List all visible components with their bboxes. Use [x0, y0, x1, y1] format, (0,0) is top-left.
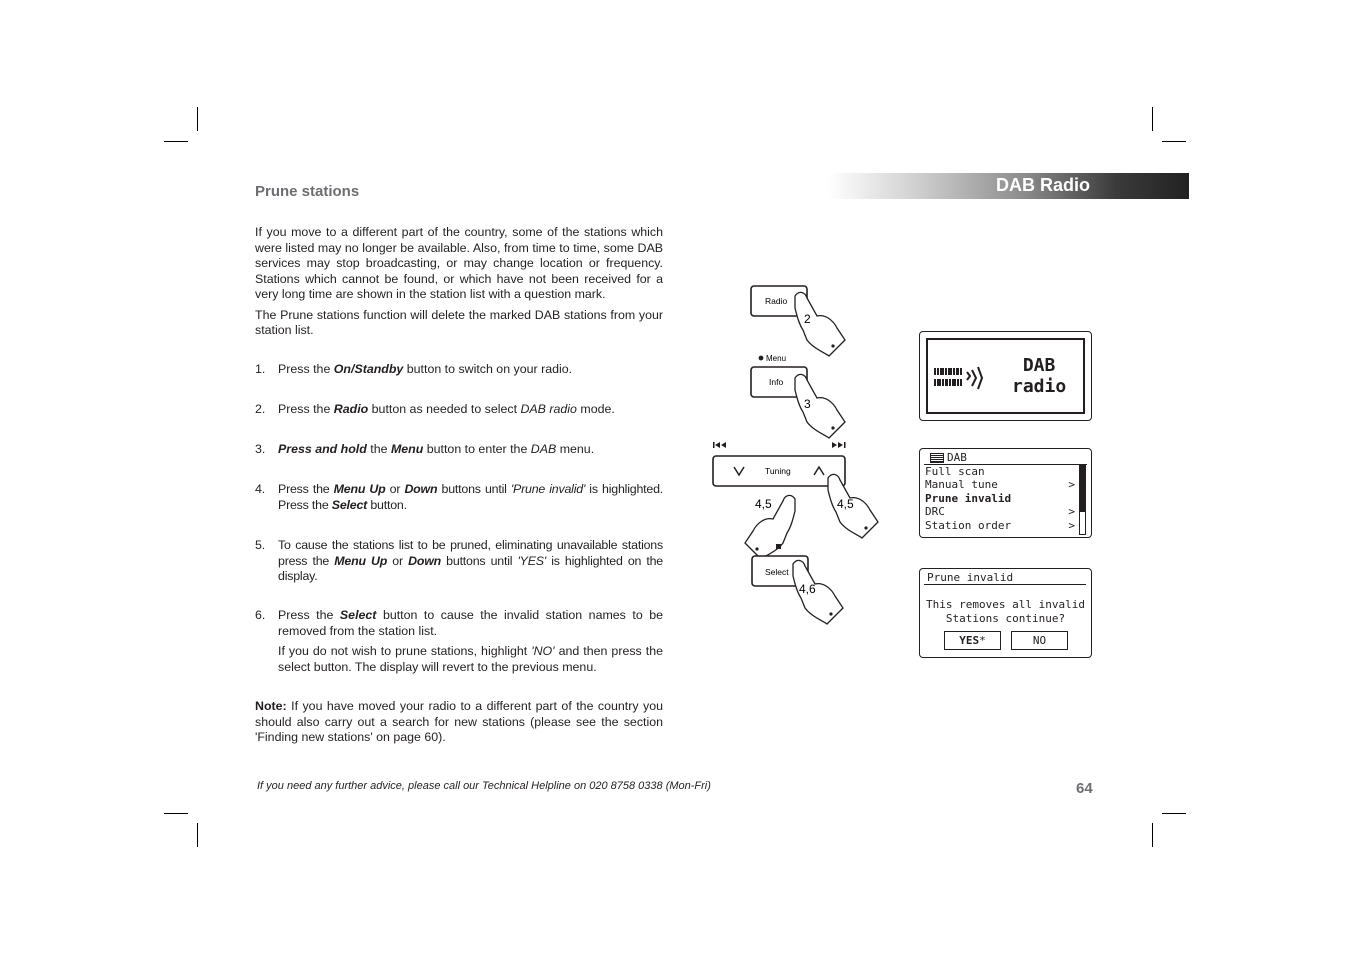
no-button[interactable]: NO	[1011, 631, 1068, 650]
svg-text:Tuning: Tuning	[765, 466, 791, 476]
svg-text:Info: Info	[769, 377, 784, 387]
intro-text	[255, 225, 663, 339]
tuning-button[interactable]	[713, 456, 845, 486]
display-dab-radio	[919, 331, 1092, 421]
note	[255, 699, 663, 746]
display-dab-menu	[919, 448, 1092, 538]
scrollbar[interactable]	[1079, 465, 1086, 535]
step-number-label: 3	[804, 397, 811, 411]
intro-paragraph: If you move to a different part of the country, some of the stations which were listed may no longer be available. Also, from time to time, some DAB services may stop broadcasting, or may change location or frequency. Stations which cannot be found, or which have not been received for a very long time are shown in the station list with a question mark.	[255, 225, 663, 301]
crop-mark	[197, 107, 198, 131]
menu-title: DAB	[930, 451, 967, 464]
svg-text:Radio: Radio	[765, 296, 788, 306]
intro-paragraph: The Prune stations function will delete the marked DAB stations from your station list.	[255, 307, 663, 337]
display-screen	[926, 338, 1085, 414]
button-illustration	[700, 280, 890, 630]
step-number-label: 4,5	[755, 497, 772, 511]
crop-mark	[1162, 141, 1186, 142]
crop-mark	[1162, 813, 1186, 814]
section-title: Prune stations	[255, 183, 360, 200]
menu-list	[925, 465, 1087, 532]
crop-mark	[1152, 823, 1153, 847]
menu-item-drc[interactable]: DRC >	[925, 505, 1075, 519]
menu-item-station-order[interactable]: Station order >	[925, 518, 1075, 532]
menu-label: Menu	[766, 354, 787, 363]
skip-back-icon	[713, 442, 726, 448]
menu-item-prune-invalid[interactable]: Prune invalid	[925, 491, 1012, 505]
display-text: DAB radio	[1012, 355, 1067, 397]
helpline-note: If you need any further advice, please call our Technical Helpline on 020 8758 0338 (Mon-Fri)	[257, 780, 711, 792]
dialog-title: Prune invalid	[927, 571, 1014, 584]
step-1: 1. Press the On/Standby button to switch on your radio.	[255, 362, 573, 376]
dab-signal-icon	[934, 366, 984, 390]
step-6: 6. Press the Select button to cause the invalid station names to be removed from the station list. If you do not wish to prune stations, highlight 'NO' and then press the select button. The display will revert to the previous menu.	[255, 608, 663, 674]
stop-icon	[776, 544, 781, 549]
pointing-hand-icon	[795, 374, 845, 438]
chapter-title: DAB Radio	[996, 175, 1090, 195]
crop-mark	[164, 141, 188, 142]
chapter-header	[828, 173, 1189, 199]
scrollbar-thumb[interactable]	[1080, 466, 1085, 512]
step-4: 4. Press the Menu Up or Down buttons until 'Prune invalid' is highlighted. Press the Select button.	[255, 482, 663, 512]
step-number-label: 4,6	[799, 582, 816, 596]
menu-item-manual-tune[interactable]: Manual tune >	[925, 478, 1075, 492]
display-prune-confirm	[919, 568, 1092, 658]
selected-star-icon: *	[979, 634, 986, 647]
pointing-hand-icon	[795, 292, 845, 356]
crop-mark	[197, 823, 198, 847]
menu-item-full-scan[interactable]: Full scan	[925, 465, 985, 478]
yes-button[interactable]: YES*	[944, 631, 1001, 650]
step-3: 3. Press and hold the Menu button to enter the DAB menu.	[255, 442, 595, 456]
step-2: 2. Press the Radio button as needed to select DAB radio mode.	[255, 402, 615, 416]
note-label: Note:	[255, 699, 287, 713]
crop-mark	[164, 813, 188, 814]
note-text: If you have moved your radio to a different part of the country you should also carry out a search for new stations (please see the section 'Finding new stations' on page 60).	[255, 699, 663, 744]
menu-dot-icon	[759, 356, 764, 361]
svg-text:Select: Select	[765, 567, 789, 577]
step-5: 5. To cause the stations list to be pruned, eliminating unavailable stations press the Menu Up or Down buttons until 'YES' is highlighted on the display.	[255, 538, 663, 583]
crop-mark	[1152, 107, 1153, 131]
skip-forward-icon	[832, 442, 846, 448]
list-icon	[930, 453, 944, 463]
dialog-message: This removes all invalid Stations continue?	[926, 598, 1085, 625]
step-number-label: 2	[804, 312, 811, 326]
page-number: 64	[1076, 780, 1093, 797]
step-number-label: 4,5	[837, 497, 854, 511]
